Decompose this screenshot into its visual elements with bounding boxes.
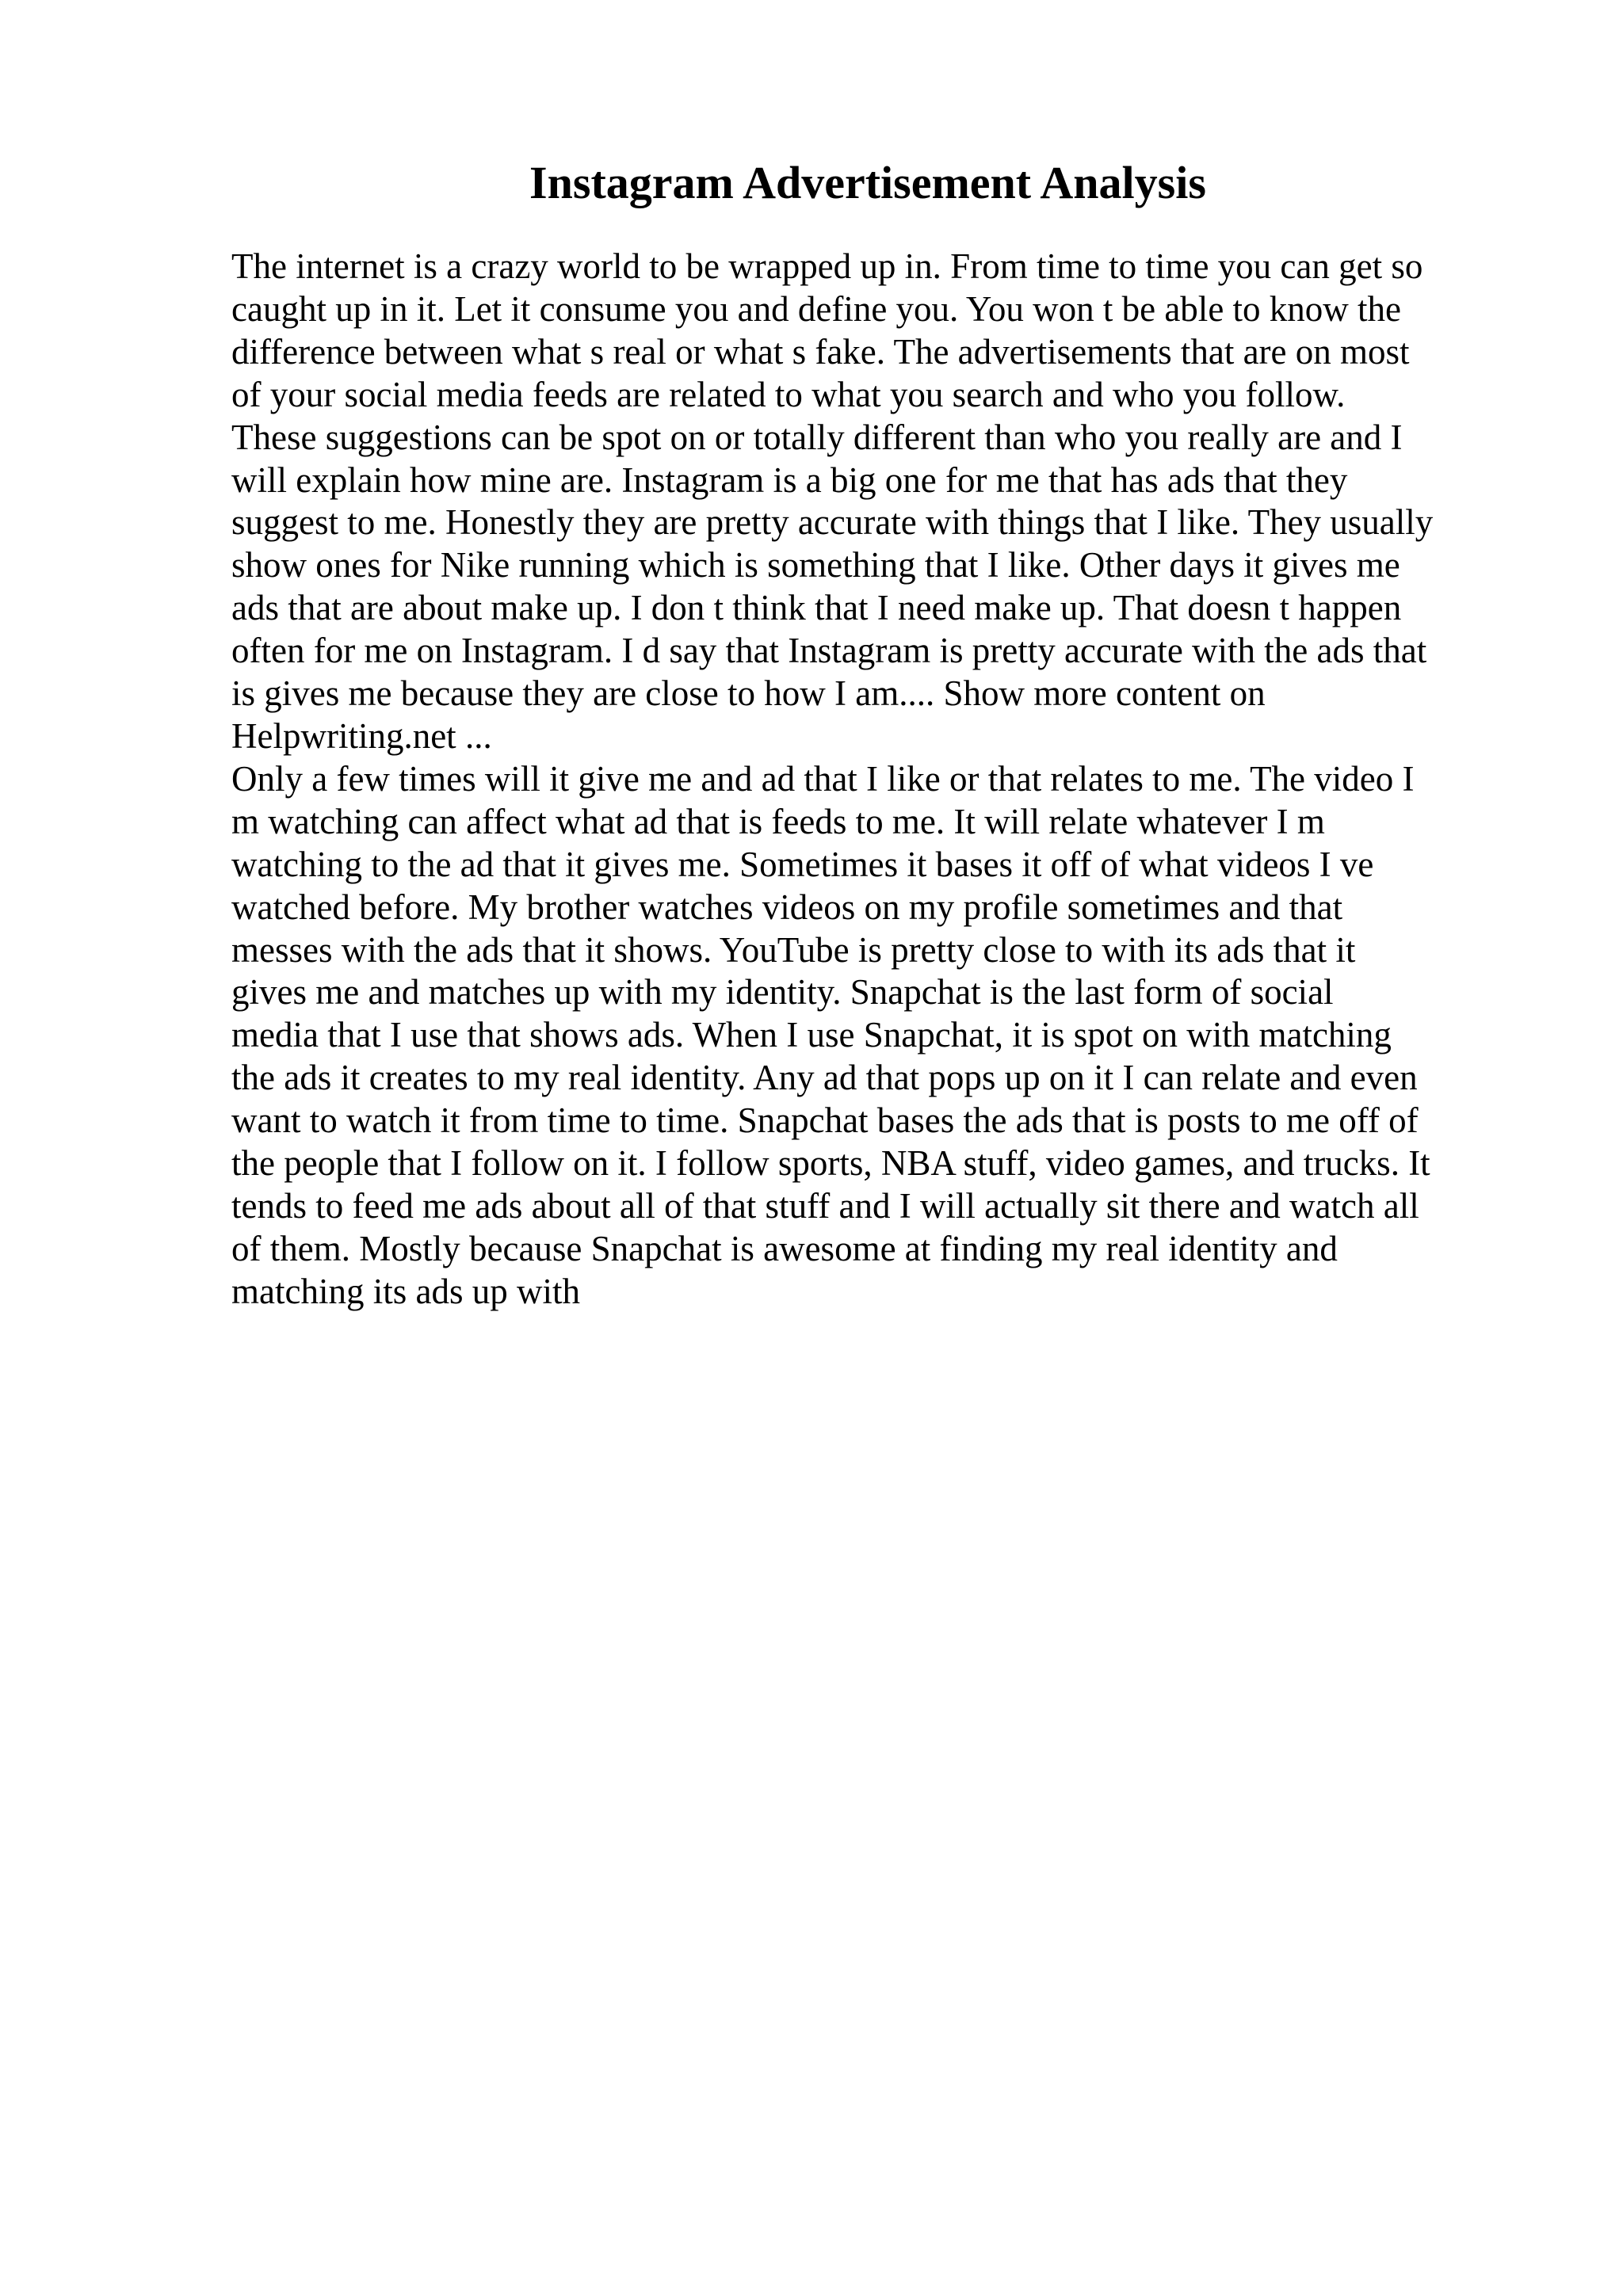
text-line: The internet is a crazy world to be wrapped up in. From time to time you can get so [231,246,1423,286]
text-line: want to watch it from time to time. Snapchat bases the ads that is posts to me off of [231,1100,1419,1141]
text-line: matching its ads up with [231,1271,580,1311]
text-line: suggest to me. Honestly they are pretty accurate with things that I like. They usually [231,502,1434,543]
paragraph-1 [231,246,1499,758]
text-line: Helpwriting.net ... [231,715,492,756]
text-line: gives me and matches up with my identity. Snapchat is the last form of social [231,972,1334,1013]
paragraph-2 [231,758,1499,1314]
document-body [231,246,1499,1314]
text-line: media that I use that shows ads. When I use Snapchat, it is spot on with matching [231,1015,1392,1055]
text-line: caught up in it. Let it consume you and define you. You won t be able to know the [231,288,1402,329]
text-line: watching to the ad that it gives me. Sometimes it bases it off of what videos I ve [231,844,1374,884]
text-line: m watching can affect what ad that is feeds to me. It will relate whatever I m [231,801,1325,841]
text-line: watched before. My brother watches videos on my profile sometimes and that [231,887,1343,927]
text-line: the people that I follow on it. I follow sports, NBA stuff, video games, and trucks. It [231,1143,1430,1184]
text-line: Only a few times will it give me and ad that I like or that relates to me. The video I [231,758,1415,799]
text-line: show ones for Nike running which is something that I like. Other days it gives me [231,545,1400,585]
text-line: will explain how mine are. Instagram is a big one for me that has ads that they [231,460,1348,500]
text-line: ads that are about make up. I don t think that I need make up. That doesn t happen [231,588,1402,628]
text-line: the ads it creates to my real identity. Any ad that pops up on it I can relate and even [231,1058,1418,1098]
text-line: of your social media feeds are related to what you search and who you follow. [231,374,1346,414]
text-line: These suggestions can be spot on or totally different than who you really are and I [231,417,1403,457]
text-line: tends to feed me ads about all of that stuff and I will actually sit there and watch all [231,1185,1419,1226]
text-line: often for me on Instagram. I d say that Instagram is pretty accurate with the ads that [231,631,1427,671]
text-line: difference between what s real or what s fake. The advertisements that are on most [231,331,1410,372]
text-line: of them. Mostly because Snapchat is awesome at finding my real identity and [231,1228,1338,1268]
text-line: is gives me because they are close to how I am.... Show more content on [231,673,1266,714]
document-title: Instagram Advertisement Analysis [529,157,1206,208]
text-line: messes with the ads that it shows. YouTube is pretty close to with its ads that it [231,929,1356,970]
